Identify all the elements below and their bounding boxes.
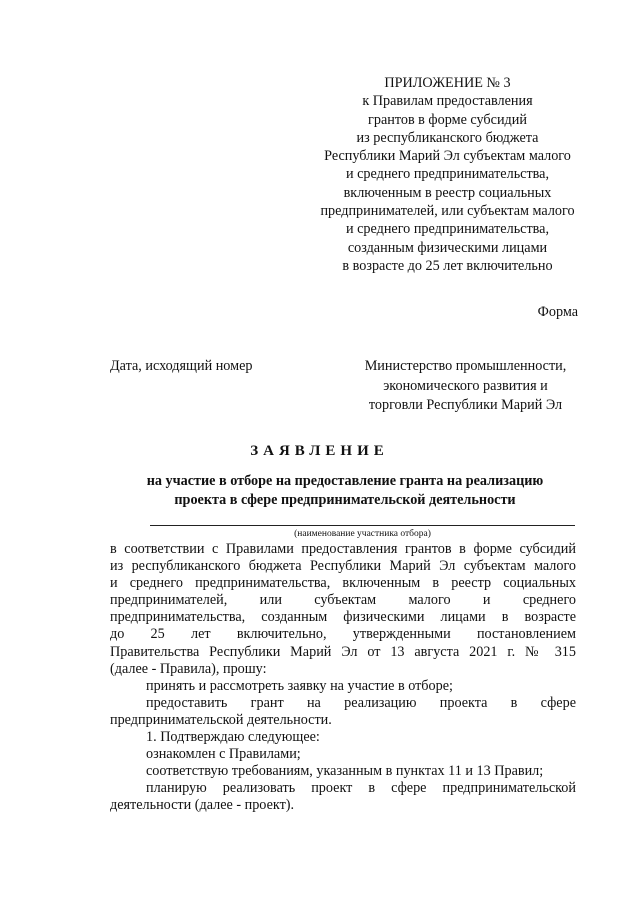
appendix-line: созданным физическими лицами xyxy=(347,239,548,256)
appendix-line: в возрасте до 25 лет включительно xyxy=(342,257,553,274)
body-line: деятельности (далее - проект). xyxy=(110,797,295,814)
appendix-header xyxy=(300,74,595,275)
body-line: Правительства Республики Марий Эл от 13 августа 2021 г. № 315 xyxy=(110,643,576,660)
participant-name-caption: (наименование участника отбора) xyxy=(294,529,431,539)
appendix-line: грантов в форме субсидий xyxy=(368,111,527,128)
body-line: предпринимательской деятельности. xyxy=(110,711,332,728)
subtitle-line: проекта в сфере предпринимательской деятельности xyxy=(174,491,516,508)
body-line: в соответствии с Правилами предоставления грантов в форме субсидий xyxy=(110,541,576,557)
ministry-line: торговли Республики Марий Эл xyxy=(368,397,563,413)
body-line: предпринимателей, или субъектам малого и среднего xyxy=(110,592,576,609)
body-line: из республиканского бюджета Республики Марий Эл субъектам малого xyxy=(110,558,576,575)
participant-name-blank-line xyxy=(150,525,575,526)
form-label: Форма xyxy=(537,304,578,320)
body-line: до 25 лет включительно, утвержденными постановлением xyxy=(110,626,576,643)
body-line: принять и рассмотреть заявку на участие в отборе; xyxy=(146,677,453,694)
appendix-line: Республики Марий Эл субъектам малого xyxy=(324,148,571,165)
document-title: ЗАЯВЛЕНИЕ xyxy=(250,443,389,459)
appendix-line: и среднего предпринимательства, xyxy=(345,166,550,183)
appendix-line: включенным в реестр социальных xyxy=(343,184,552,201)
body-line: соответствую требованиям, указанным в пунктах 11 и 13 Правил; xyxy=(146,763,544,780)
date-outgoing-number-label: Дата, исходящий номер xyxy=(110,358,253,374)
ministry-line: Министерство промышленности, xyxy=(364,358,567,374)
addressee-ministry xyxy=(338,357,593,416)
body-line: предоставить грант на реализацию проекта в сфере xyxy=(146,694,576,711)
appendix-line: к Правилам предоставления xyxy=(362,93,533,110)
ministry-line: экономического развития и xyxy=(383,377,548,394)
body-line: (далее - Правила), прошу: xyxy=(110,660,267,677)
appendix-line: из республиканского бюджета xyxy=(356,129,539,146)
subtitle-line: на участие в отборе на предоставление гранта на реализацию xyxy=(146,473,544,489)
body-line: и среднего предпринимательства, включенным в реестр социальных xyxy=(110,575,576,592)
body-line: ознакомлен с Правилами; xyxy=(146,746,301,763)
body-line: планирую реализовать проект в сфере предпринимательской xyxy=(146,780,576,797)
appendix-line: и среднего предпринимательства, xyxy=(345,221,550,238)
application-body xyxy=(110,541,576,815)
body-line: 1. Подтверждаю следующее: xyxy=(146,729,320,746)
body-line: предпринимательства, созданным физическими лицами в возрасте xyxy=(110,609,576,626)
appendix-line: ПРИЛОЖЕНИЕ № 3 xyxy=(384,75,511,91)
appendix-line: предпринимателей, или субъектам малого xyxy=(320,203,575,220)
document-subtitle xyxy=(80,472,610,509)
